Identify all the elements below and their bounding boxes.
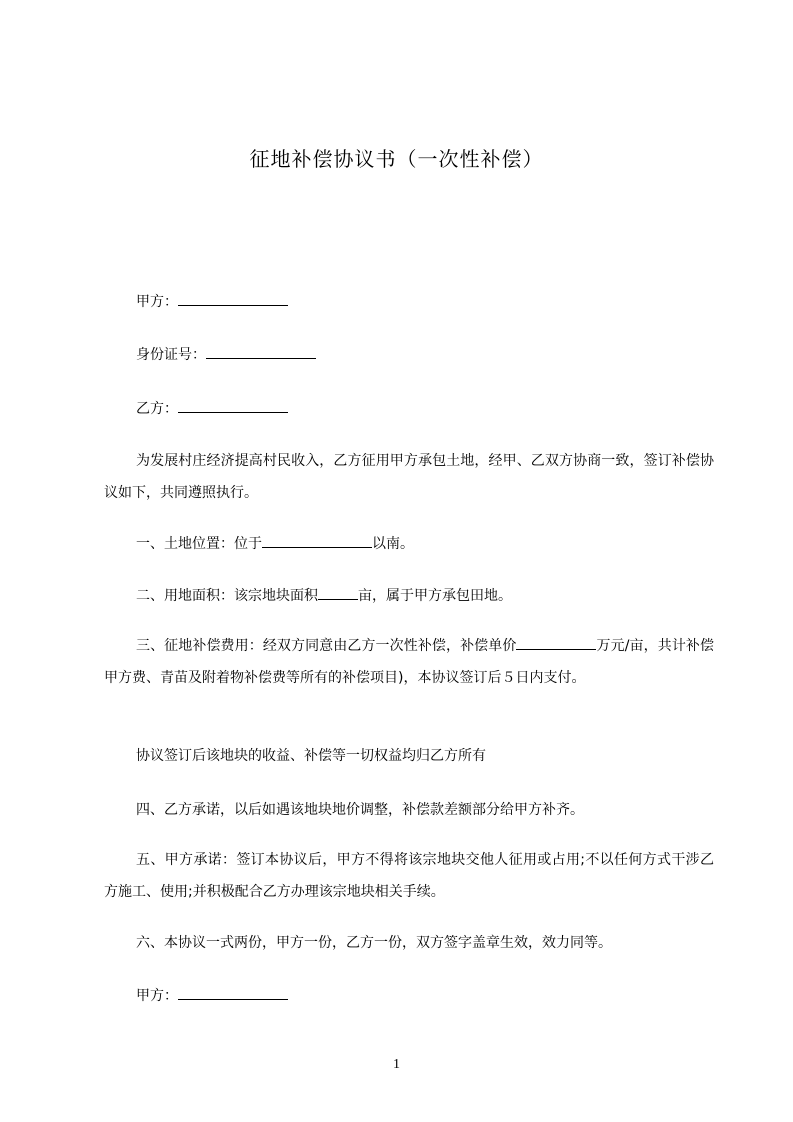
party-b-blank [178,412,288,413]
clause-2-prefix: 二、用地面积：该宗地块面积 [136,588,318,604]
intro-paragraph: 为发展村庄经济提高村民收入，乙方征用甲方承包土地，经甲、乙双方协商一致，签订补偿协议如下，共同遵照执行。 [104,453,714,501]
page-number: 1 [393,1057,400,1072]
id-number-line [136,344,316,364]
party-a-blank [178,305,288,306]
signature-party-a-line [136,985,288,1005]
clause-4: 四、乙方承诺，以后如遇该地块地价调整，补偿款差额部分给甲方补齐。 [136,802,584,818]
document-title: 征地补偿协议书（一次性补偿） [249,147,544,171]
signature-party-a-label: 甲方： [136,988,178,1004]
signature-party-a-blank [178,999,288,1000]
party-a-label: 甲方： [136,294,178,310]
id-number-label: 身份证号： [136,347,206,363]
clause-1 [136,533,414,553]
party-b-label: 乙方： [136,401,178,417]
clause-3 [104,630,714,694]
clause-6: 六、本协议一式两份，甲方一份，乙方一份，双方签字盖章生效，效力同等。 [136,935,612,951]
clause-1-suffix: 以南。 [372,536,414,552]
party-a-line [136,291,288,311]
clause-3-prefix: 三、征地补偿费用：经双方同意由乙方一次性补偿，补偿单价 [136,638,517,654]
clause-2 [136,585,512,605]
rights-note: 协议签订后该地块的收益、补偿等一切权益均归乙方所有 [136,748,486,764]
clause-1-prefix: 一、土地位置：位于 [136,536,262,552]
clause-3-suffix: 万元/亩，共计补偿甲方费、青苗及附着物补偿费等所有的补偿项目)，本协议签订后５日内支付。 [104,638,715,686]
land-location-blank [262,547,372,548]
unit-price-blank [516,649,596,650]
land-area-blank [318,599,358,600]
clause-2-suffix: 亩，属于甲方承包田地。 [358,588,512,604]
id-number-blank [206,358,316,359]
clause-5: 五、甲方承诺：签订本协议后，甲方不得将该宗地块交他人征用或占用;不以任何方式干涉乙方施工、使用;并积极配合乙方办理该宗地块相关手续。 [104,852,714,900]
party-b-line [136,398,288,418]
